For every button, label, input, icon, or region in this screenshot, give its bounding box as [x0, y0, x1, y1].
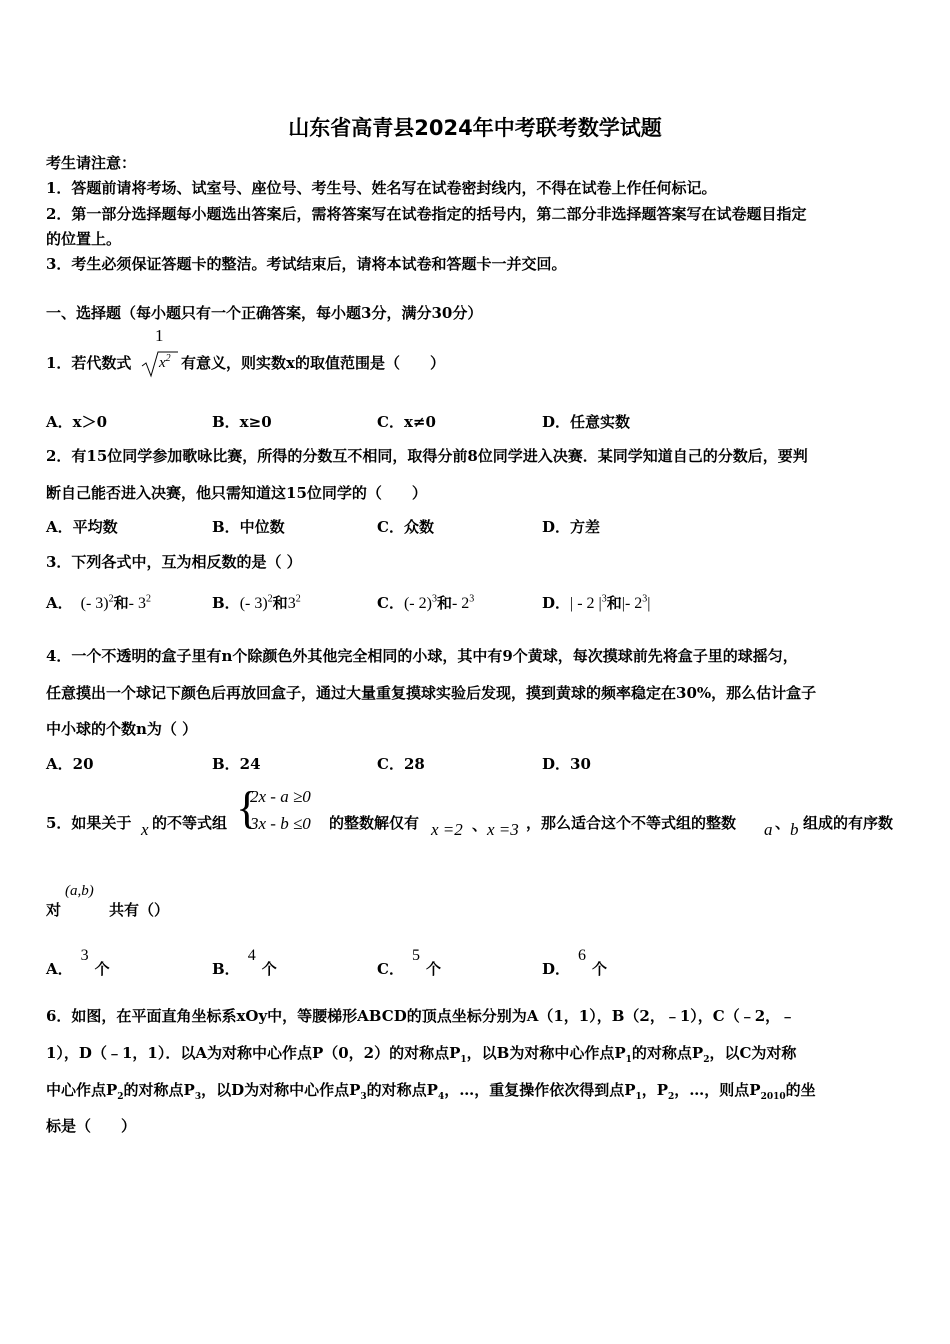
q5-solution-2: x =3 — [487, 820, 519, 839]
q1-denominator: $x^2$ — [159, 353, 171, 371]
q3-option-c[interactable]: C．(- 2)$^3$和- $2^3$ — [377, 593, 475, 612]
q5-stem-part: 共有（） — [109, 901, 170, 919]
q5-ordered-pair: (a,b) — [65, 883, 94, 899]
q1-option-d[interactable]: D．任意实数 — [542, 413, 631, 431]
q3-option-a[interactable]: A． (- 3)$^2$和- $3^2$ — [46, 593, 151, 612]
q2-option-a[interactable]: A．平均数 — [46, 518, 118, 536]
q1-option-a[interactable]: A．x＞0 — [46, 413, 108, 431]
q6-stem-line: 1），D（﹣1，1）．以A为对称中心作点P（0，2）的对称点$P_1$，以B为对称中心作点$P_1$的对称点$P_2$，以C为对称 — [46, 1044, 797, 1065]
section-heading: 一、选择题（每小题只有一个正确答案，每小题3分，满分30分） — [46, 304, 483, 322]
q5-var-x: x — [141, 820, 149, 839]
q5-stem-part: 组成的有序数 — [803, 814, 894, 832]
q2-option-d[interactable]: D．方差 — [542, 518, 601, 536]
q3-stem: 3．下列各式中，互为相反数的是（ ） — [46, 553, 302, 571]
q5-inequality-2: 3x - b ≤0 — [250, 814, 311, 833]
q4-option-a[interactable]: A．20 — [46, 755, 94, 773]
q1-option-c[interactable]: C．x≠0 — [377, 413, 436, 431]
q3-option-b[interactable]: B．(- 3)$^2$和$3^2$ — [212, 593, 301, 612]
q2-stem-line: 2．有15位同学参加歌咏比赛，所得的分数互不相同，取得分前8位同学进入决赛．某同学知道自己的分数后，要判 — [46, 447, 808, 465]
page-title: 山东省高青县2024年中考联考数学试题 — [288, 116, 662, 140]
q5-stem-part: ，那么适合这个不等式组的整数 — [526, 814, 737, 832]
notice-heading: 考生请注意： — [46, 154, 137, 172]
q5-inequality-1: 2x - a ≥0 — [250, 787, 311, 806]
notice-item: 1．答题前请将考场、试室号、座位号、考生号、姓名写在试卷密封线内，不得在试卷上作任何标记。 — [46, 179, 717, 197]
q2-option-b[interactable]: B．中位数 — [212, 518, 285, 536]
q1-fraction — [140, 326, 180, 378]
q2-stem-line: 断自己能否进入决赛，他只需知道这15位同学的（ ） — [46, 484, 427, 502]
q5-option-a[interactable]: A．3个 — [46, 947, 110, 978]
q5-stem-part: 对 — [46, 901, 62, 919]
q6-stem-line: 标是（ ） — [46, 1117, 137, 1135]
left-brace-icon: { — [236, 782, 259, 833]
q4-option-c[interactable]: C．28 — [377, 755, 425, 773]
q5-option-b[interactable]: B．4个 — [212, 947, 277, 978]
q5-stem-part: 的不等式组 — [152, 814, 228, 832]
q1-stem-before: 1．若代数式 — [46, 354, 132, 372]
q5-option-d[interactable]: D．6个 — [542, 947, 608, 978]
q5-separator: 、 — [775, 814, 791, 832]
q6-stem-line: 6．如图，在平面直角坐标系xOy中，等腰梯形ABCD的顶点坐标分别为A（1，1），B（2，﹣1），C（﹣2，﹣ — [46, 1007, 796, 1025]
q5-solution-1: x =2 — [431, 820, 463, 839]
q1-option-b[interactable]: B．x≥0 — [212, 413, 272, 431]
q5-separator: 、 — [472, 816, 488, 834]
q1-numerator: 1 — [155, 326, 164, 345]
q6-stem-line: 中心作点$P_2$的对称点$P_3$，以D为对称中心作点$P_3$的对称点$P_4$，…，重复操作依次得到点$P_1$，$P_2$，…，则点$P_{2010}$的坐 — [46, 1081, 816, 1102]
notice-item: 3．考生必须保证答题卡的整洁。考试结束后，请将本试卷和答题卡一并交回。 — [46, 255, 567, 273]
q2-option-c[interactable]: C．众数 — [377, 518, 434, 536]
q4-stem-line: 任意摸出一个球记下颜色后再放回盒子，通过大量重复摸球实验后发现，摸到黄球的频率稳定在30%，那么估计盒子 — [46, 684, 817, 702]
q5-stem-part: 5．如果关于 — [46, 814, 132, 832]
q4-stem-line: 4．一个不透明的盒子里有n个除颜色外其他完全相同的小球，其中有9个黄球，每次摸球前先将盒子里的球摇匀， — [46, 647, 798, 665]
q4-stem-line: 中小球的个数n为（ ） — [46, 720, 198, 738]
notice-item: 2．第一部分选择题每小题选出答案后，需将答案写在试卷指定的括号内，第二部分非选择题答案写在试卷题目指定 — [46, 205, 807, 223]
q3-option-d[interactable]: D．| - 2 $|^3$和|- $2^3|$ — [542, 593, 651, 612]
q5-var-b: b — [790, 820, 799, 839]
q1-stem-after: 有意义，则实数x的取值范围是（ ） — [181, 354, 445, 372]
q4-option-d[interactable]: D．30 — [542, 755, 591, 773]
q4-option-b[interactable]: B．24 — [212, 755, 261, 773]
q5-option-c[interactable]: C．5个 — [377, 947, 441, 978]
q5-var-a: a — [764, 820, 773, 839]
notice-item: 的位置上。 — [46, 230, 122, 248]
q5-stem-part: 的整数解仅有 — [329, 814, 420, 832]
